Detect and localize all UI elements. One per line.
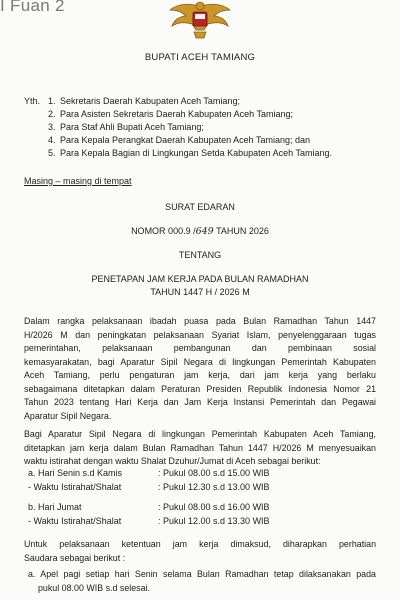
addressee-prefix: Yth. xyxy=(24,96,41,106)
paragraph-line: Saudara sebagai berikut : xyxy=(24,552,126,563)
circular-number xyxy=(0,226,400,237)
about-label: TENTANG xyxy=(178,250,222,260)
recipient-item: 2. Para Asisten Sekretaris Daerah Kabupaten Aceh Tamiang; xyxy=(48,109,293,119)
recipient-item: 3. Para Staf Ahli Bupati Aceh Tamiang; xyxy=(48,122,204,132)
point-a xyxy=(28,568,376,595)
paragraph-line: waktu istirahat dengan waktu Shalat Dzuhur/Jumat di Aceh sebagai berikut: xyxy=(24,456,321,466)
schedule-label: - Waktu Istirahat/Shalat xyxy=(28,516,122,526)
recipient-text: Para Kepala Perangkat Daerah Kabupaten Aceh Tamiang; dan xyxy=(60,135,311,145)
schedule-value: : Pukul 08.00 s.d 16.00 WIB xyxy=(158,502,270,512)
schedule-row xyxy=(28,482,368,496)
circular-title: SURAT EDARAN xyxy=(165,202,235,212)
paragraph-working-hours xyxy=(24,428,376,469)
paragraph-intro xyxy=(24,315,376,423)
circular-number-prefix: NOMOR 000.9 / xyxy=(131,226,196,236)
paragraph-line: Untuk pelaksanaan ketentuan jam kerja dimaksud, diharapkan perhatian xyxy=(24,539,376,549)
paragraph-line: Tahun 2023 tentang Hari Kerja dan Jam Kerja Instansi Pemerintah dan Pegawai xyxy=(24,397,376,407)
recipient-text: Sekretaris Daerah Kabupaten Aceh Tamiang; xyxy=(60,96,240,106)
recipient-item: 1. Sekretaris Daerah Kabupaten Aceh Tamiang; xyxy=(48,96,240,106)
recipient-text: Para Asisten Sekretaris Daerah Kabupaten Aceh Tamiang; xyxy=(60,109,293,119)
paragraph-line: kemasyarakatan, bagi Aparatur Sipil Negara di lingkungan Pemerintah Kabupaten xyxy=(24,356,376,367)
paragraph-line: ditetapkan jam kerja dalam Bulan Ramadhan Tahun 1447 H/2026 M menyesuaikan xyxy=(24,442,376,453)
schedule-label: - Waktu Istirahat/Shalat xyxy=(28,482,122,492)
paragraph-line: Bagi Aparatur Sipil Negara di lingkungan Pemerintah Kabupaten Aceh Tamiang, xyxy=(24,429,376,439)
recipient-item: 4. Para Kepala Perangkat Daerah Kabupaten Aceh Tamiang; dan xyxy=(48,135,311,145)
paragraph-line: Aparatur Sipil Negara. xyxy=(24,410,112,421)
paragraph-line: Dalam rangka pelaksanaan ibadah puasa pada Bulan Ramadhan Tahun 1447 xyxy=(24,316,376,326)
schedule-value: : Pukul 12.00 s.d 13.30 WIB xyxy=(158,516,270,526)
recipient-item: 5. Para Kepala Bagian di Lingkungan Setda Kabupaten Aceh Tamiang. xyxy=(48,148,333,158)
schedule-value: : Pukul 08.00 s.d 15.00 WIB xyxy=(158,468,270,478)
subject-line-2: TAHUN 1447 H / 2026 M xyxy=(150,287,250,297)
paragraph-expectations xyxy=(24,538,376,565)
paragraph-line: a. Apel pagi setiap hari Senin selama Bulan Ramadhan tetap dilaksanakan pada xyxy=(28,569,376,579)
letterhead-office: BUPATI ACEH TAMIANG xyxy=(144,52,256,63)
greeting-line: Masing – masing di tempat xyxy=(24,176,132,186)
paragraph-line: pemerintahan, pelaksanaan pembangunan dan pembinaan sosial xyxy=(24,343,376,353)
paragraph-line: pukul 08.00 WIB s.d selesai. xyxy=(38,582,150,593)
recipient-text: Para Kepala Bagian di Lingkungan Setda Kabupaten Aceh Tamiang. xyxy=(60,148,333,158)
paragraph-line: sebagaimana ditetapkan dalam Peraturan Presiden Republik Indonesia Nomor 21 xyxy=(24,383,376,394)
page-tag: I Fuan 2 xyxy=(0,0,65,15)
recipient-text: Para Staf Ahli Bupati Aceh Tamiang; xyxy=(60,122,204,132)
paragraph-line: H/2026 M dan peningkatan pelaksanaan Syariat Islam, penyelenggaraan tugas xyxy=(24,329,376,340)
paragraph-line: Aceh Tamiang, perlu pengaturan jam kerja, dari jam kerja yang berlaku xyxy=(24,370,376,380)
circular-number-handwritten: 649 xyxy=(195,226,214,237)
schedule-row xyxy=(28,502,368,516)
schedule-row xyxy=(28,468,368,482)
schedule-row xyxy=(28,516,368,530)
schedule-value: : Pukul 12.30 s.d 13.00 WIB xyxy=(158,482,270,492)
garuda-emblem-icon xyxy=(166,0,234,40)
schedule-label: b. Hari Jumat xyxy=(28,502,82,512)
circular-number-suffix: TAHUN 2026 xyxy=(216,226,269,236)
schedule-label: a. Hari Senin s.d Kamis xyxy=(28,468,123,478)
subject-line-1: PENETAPAN JAM KERJA PADA BULAN RAMADHAN xyxy=(91,274,309,284)
